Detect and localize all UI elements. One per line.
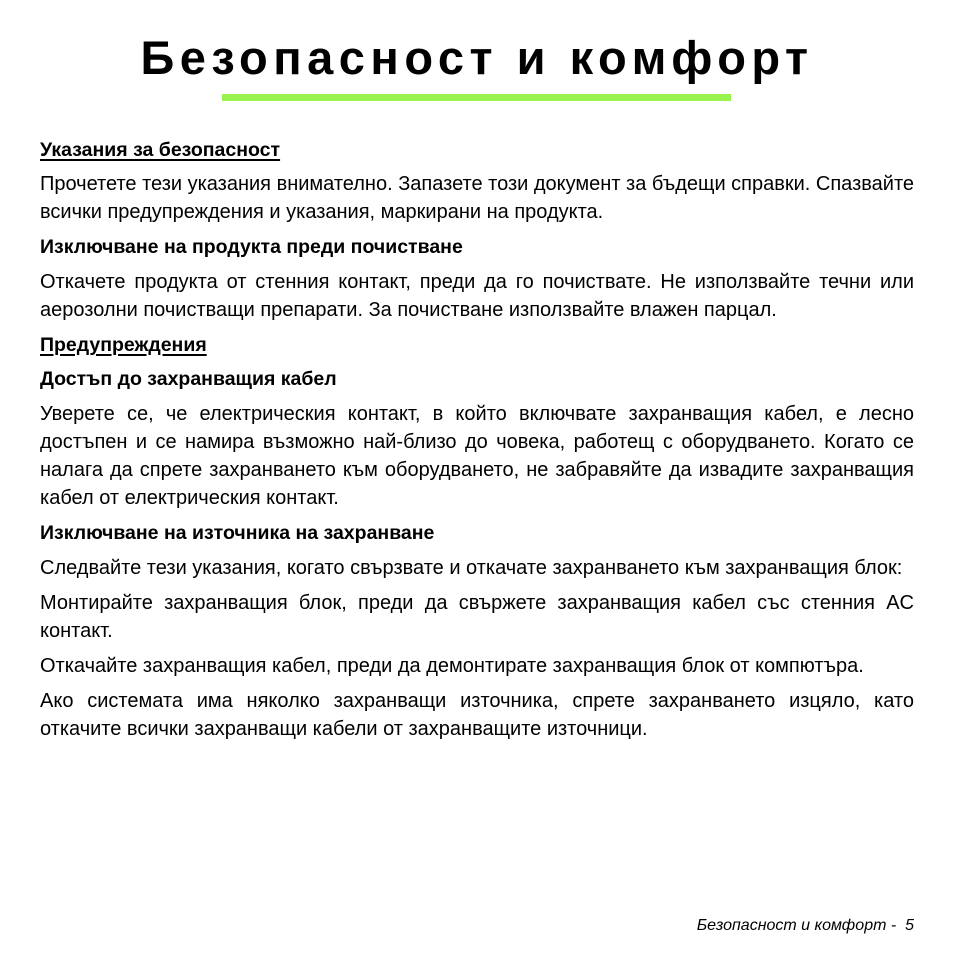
section-heading-safety xyxy=(40,136,914,164)
document-body xyxy=(40,136,914,750)
subheading-power-source: Изключване на източника на захранване xyxy=(40,522,435,544)
paragraph-cleaning: Откачете продукта от стенния контакт, преди да го почиствате. Не използвайте течни или аерозолни почистващи препарати. За почистване използвайте влажен парцал. xyxy=(40,271,914,321)
paragraph-power-cable: Уверете се, че електрическия контакт, в който включвате захранващия кабел, е лесно достъпен и се намира възможно най-близо до човека, работещ с оборудването. Когато се налага да спрете захранването към оборудването, не забравяйте да извадите захранващия кабел от електрическия контакт. xyxy=(40,403,914,509)
subheading-power-cable: Достъп до захранващия кабел xyxy=(40,368,337,390)
paragraph-power-source-4: Ако системата има няколко захранващи източника, спрете захранването изцяло, като откачите всички захранващи кабели от захранващите източници. xyxy=(40,690,914,740)
section-heading-safety-label: Указания за безопасност xyxy=(40,139,281,161)
paragraph-power-source-2: Монтирайте захранващия блок, преди да свържете захранващия кабел със стенния AC контакт. xyxy=(40,592,914,642)
subheading-cleaning: Изключване на продукта преди почистване xyxy=(40,236,463,258)
page-title: Безопасност и комфорт xyxy=(140,31,814,84)
paragraph-power-source-3: Откачайте захранващия кабел, преди да демонтирате захранващия блок от компютъра. xyxy=(40,655,864,677)
title-underline-bar xyxy=(222,94,731,101)
section-heading-warnings xyxy=(40,331,914,359)
paragraph-power-source-1: Следвайте тези указания, когато свързвате и откачате захранването към захранващия блок: xyxy=(40,557,903,579)
section-heading-warnings-label: Предупреждения xyxy=(40,334,207,356)
page-footer: Безопасност и комфорт - 5 xyxy=(696,917,914,934)
paragraph-safety: Прочетете тези указания внимателно. Запазете този документ за бъдещи справки. Спазвайте всички предупреждения и указания, маркирани на продукта. xyxy=(40,173,915,223)
